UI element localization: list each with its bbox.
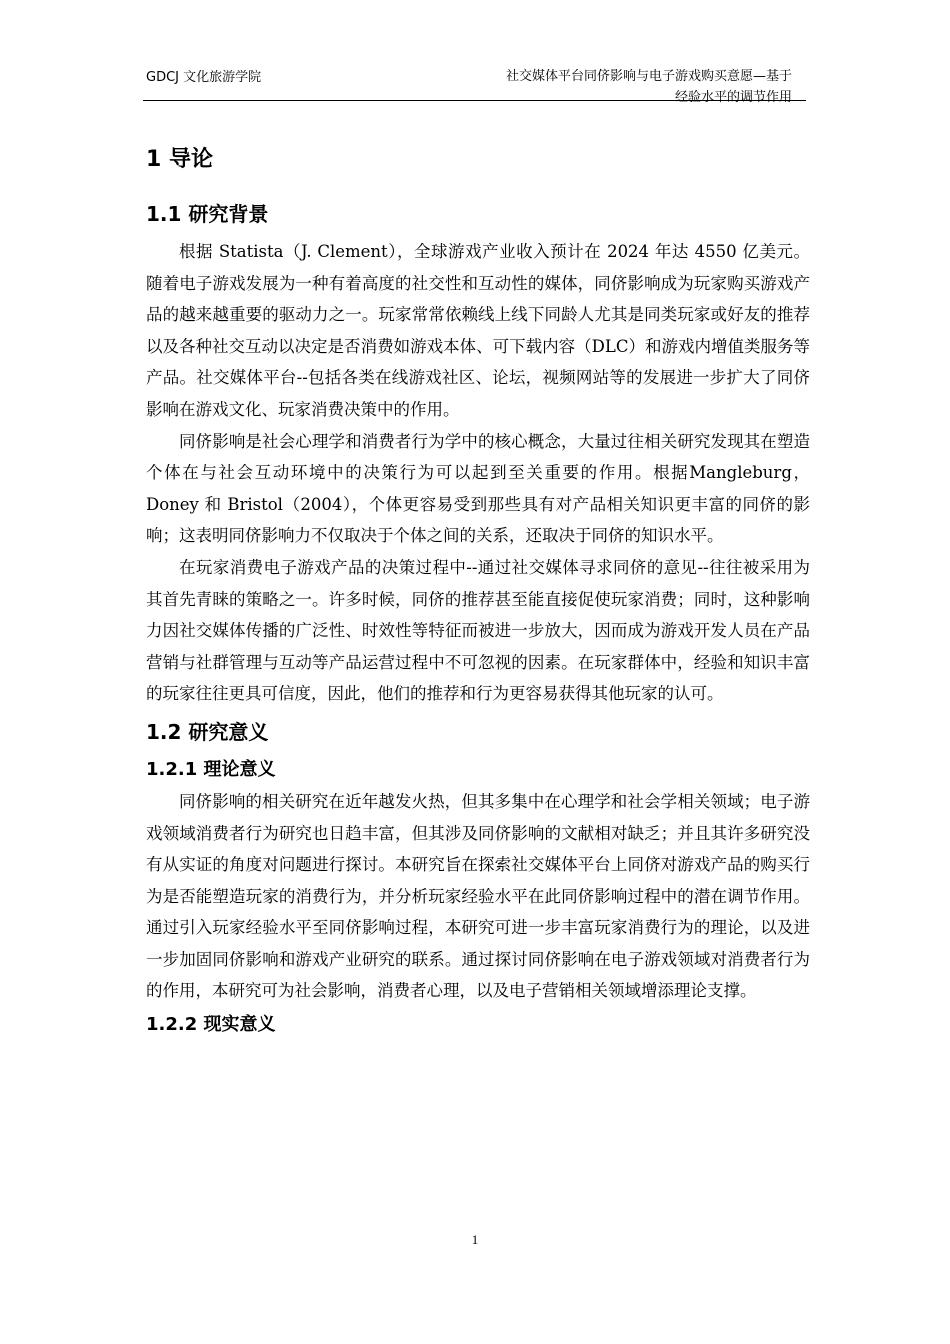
- subsection-heading-1-2-2: 1.2.2 现实意义: [146, 1014, 276, 1036]
- paragraph-background-3: 在玩家消费电子游戏产品的决策过程中--通过社交媒体寻求同侪的意见--往往被采用为其首先青睐的策略之一。许多时候，同侪的推荐甚至能直接促使玩家消费；同时，这种影响力因社交媒体传播的广泛性、时效性等特征而被进一步放大，因而成为游戏开发人员在产品营销与社群管理与互动等产品运营过程中不可忽视的因素。在玩家群体中，经验和知识丰富的玩家往往更具可信度，因此，他们的推荐和行为更容易获得其他玩家的认可。: [146, 557, 810, 704]
- paragraph-theoretical-significance: 同侪影响的相关研究在近年越发火热，但其多集中在心理学和社会学相关领域；电子游戏领域消费者行为研究也日趋丰富，但其涉及同侪影响的文献相对缺乏；并且其许多研究没有从实证的角度对问题进行探讨。本研究旨在探索社交媒体平台上同侪对游戏产品的购买行为是否能塑造玩家的消费行为，并分析玩家经验水平在此同侪影响过程中的潜在调节作用。通过引入玩家经验水平至同侪影响过程，本研究可进一步丰富玩家消费行为的理论，以及进一步加固同侪影响和游戏产业研究的联系。通过探讨同侪影响在电子游戏领域对消费者行为的作用，本研究可为社会影响，消费者心理，以及电子营销相关领域增添理论支撑。: [146, 791, 810, 1001]
- header-thesis-title: [470, 66, 792, 108]
- section-heading-1-1: 1.1 研究背景: [146, 202, 269, 226]
- header-divider: [143, 100, 806, 101]
- section-heading-1-2: 1.2 研究意义: [146, 719, 269, 744]
- subsection-heading-1-2-1: 1.2.1 理论意义: [146, 758, 276, 780]
- header-institution: GDCJ 文化旅游学院: [146, 70, 262, 85]
- page-body: [146, 140, 810, 1041]
- page-number: 1: [471, 1232, 479, 1247]
- header-title-line-2: 经验水平的调节作用: [674, 90, 792, 105]
- paragraph-background-1: 根据 Statista（J. Clement），全球游戏产业收入预计在 2024 年达 4550 亿美元。随着电子游戏发展为一种有着高度的社交性和互动性的媒体，同侪影响成为玩家购买游戏产品的越来越重要的驱动力之一。玩家常常依赖线上线下同龄人尤其是同类玩家或好友的推荐以及各种社交互动以决定是否消费如游戏本体、可下载内容（DLC）和游戏内增值类服务等产品。社交媒体平台--包括各类在线游戏社区、论坛，视频网站等的发展进一步扩大了同侪影响在游戏文化、玩家消费决策中的作用。: [146, 242, 810, 419]
- header-title-line-1: 社交媒体平台同侪影响与电子游戏购买意愿—基于: [505, 69, 792, 84]
- chapter-title: 1 导论: [146, 147, 213, 172]
- paragraph-background-2: 同侪影响是社会心理学和消费者行为学中的核心概念，大量过往相关研究发现其在塑造个体在与社会互动环境中的决策行为可以起到至关重要的作用。根据Mangleburg，Doney 和 Bristol（2004），个体更容易受到那些具有对产品相关知识更丰富的同侪的影响；这表明同侪影响力不仅取决于个体之间的关系，还取决于同侪的知识水平。: [146, 431, 810, 546]
